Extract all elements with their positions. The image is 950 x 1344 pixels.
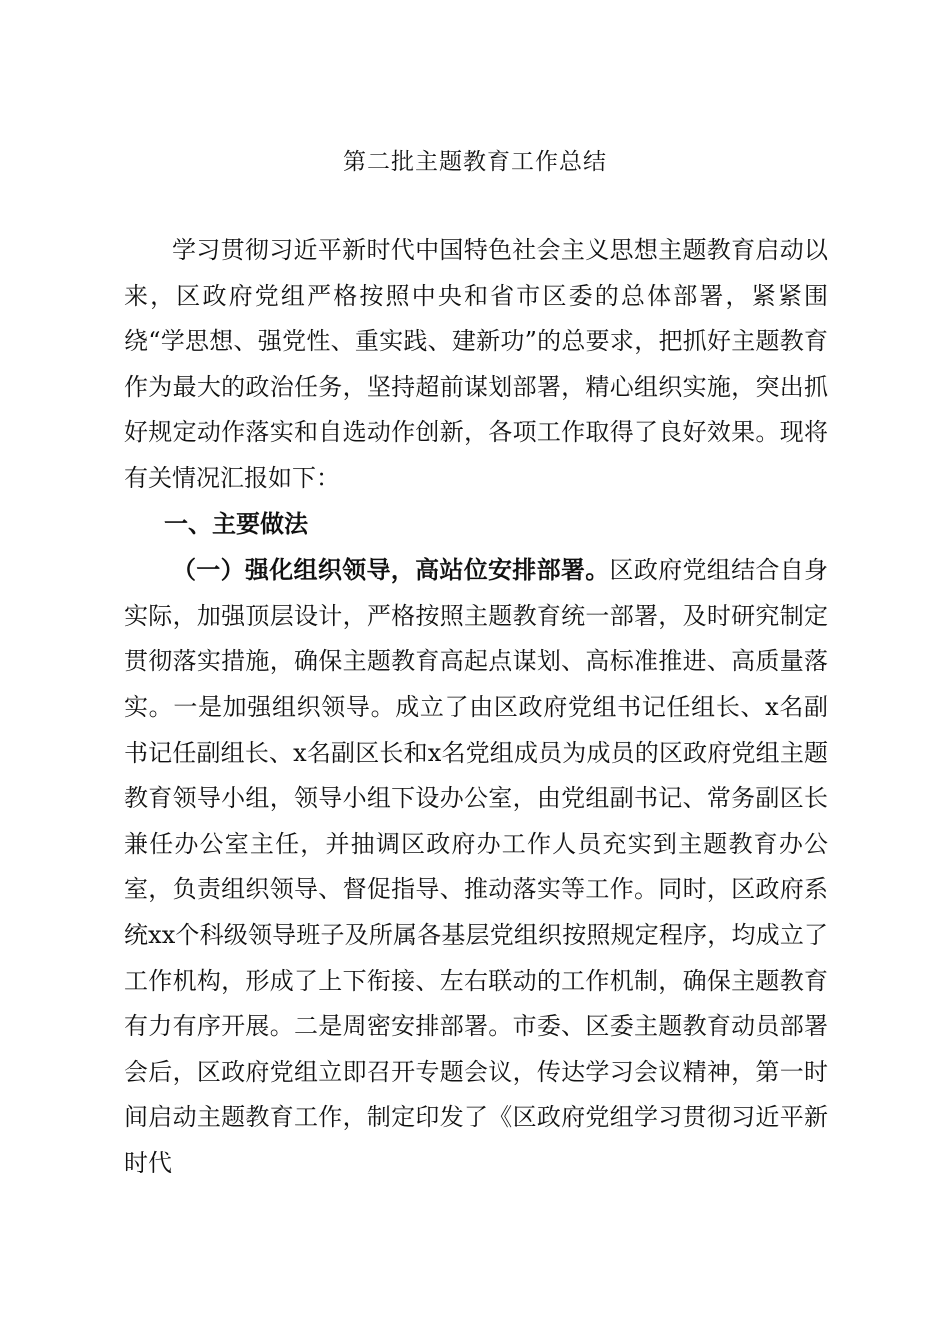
section-paragraph (124, 547, 828, 1186)
document-body (124, 228, 828, 1186)
document-title: 第二批主题教育工作总结 (343, 149, 607, 175)
subsection-heading: （一）强化组织领导，高站位安排部署。 (172, 555, 610, 585)
subsection-body: 区政府党组结合自身实际，加强顶层设计，严格按照主题教育统一部署，及时研究制定贯彻落实措施，确保主题教育高起点谋划、高标准推进、高质量落实。一是加强组织领导。成立了由区政府党组书记任组长、x名副书记任副组长、x名副区长和x名党组成员为成员的区政府党组主题教育领导小组，领导小组下设办公室，由党组副书记、常务副区长兼任办公室主任，并抽调区政府办工作人员充实到主题教育办公室，负责组织领导、督促指导、推动落实等工作。同时，区政府系统xx个科级领导班子及所属各基层党组织按照规定程序，均成立了工作机构，形成了上下衔接、左右联动的工作机制，确保主题教育有力有序开展。二是周密安排部署。市委、区委主题教育动员部署会后，区政府党组立即召开专题会议，传达学习会议精神，第一时间启动主题教育工作，制定印发了《区政府党组学习贯彻习近平新时代 (124, 556, 829, 1177)
section-heading: 一、主要做法 (164, 509, 308, 538)
intro-paragraph: 学习贯彻习近平新时代中国特色社会主义思想主题教育启动以来，区政府党组严格按照中央和省市区委的总体部署，紧紧围绕“学思想、强党性、重实践、建新功”的总要求，把抓好主题教育作为最大的政治任务，坚持超前谋划部署，精心组织实施，突出抓好规定动作落实和自选动作创新，各项工作取得了良好效果。现将有关情况汇报如下： (124, 236, 828, 492)
